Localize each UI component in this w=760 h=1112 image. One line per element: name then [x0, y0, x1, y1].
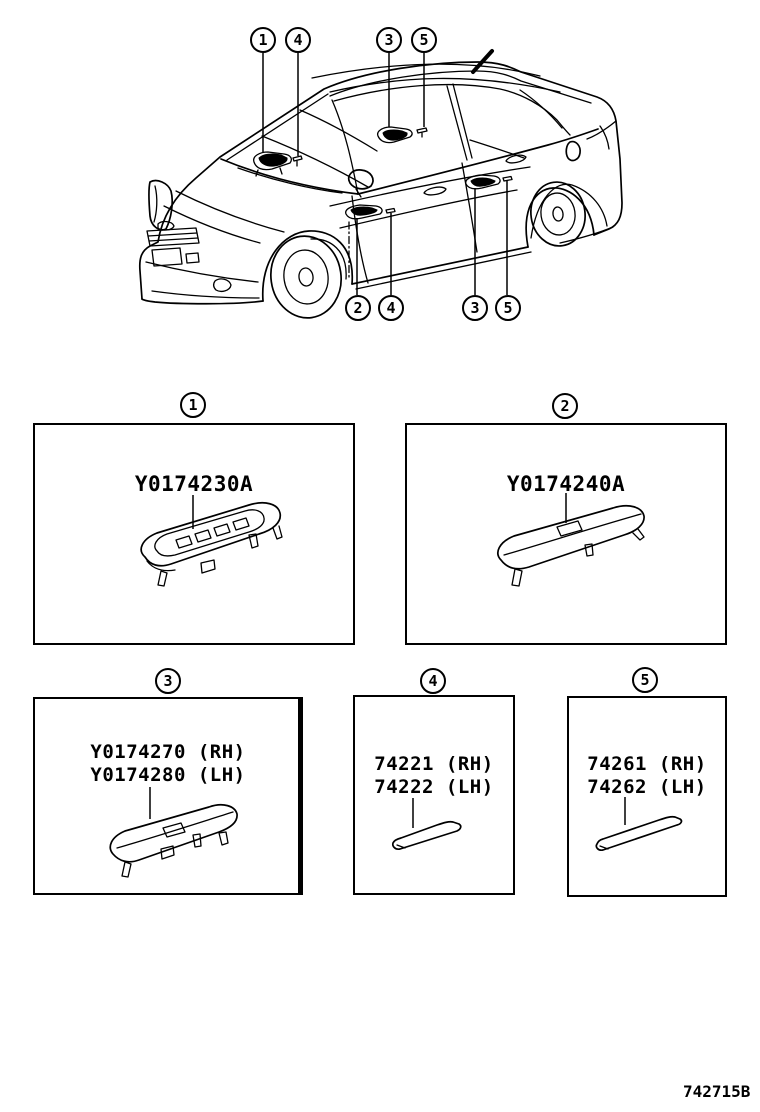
callout-balloon-box-4[interactable]	[420, 668, 446, 694]
part-illustration-3	[33, 697, 303, 895]
callout-number: 3	[384, 30, 394, 49]
callout-number: 4	[293, 30, 303, 49]
drawing-number	[683, 1083, 750, 1100]
callout-balloon-box-3[interactable]	[155, 668, 181, 694]
callout-balloon-box-1[interactable]	[180, 392, 206, 418]
callout-balloon-5-top[interactable]	[411, 27, 437, 53]
part-number: 74262 (LH)	[587, 776, 707, 798]
callout-number: 5	[503, 298, 513, 317]
part-number: Y0174270 (RH)	[90, 741, 246, 763]
part-number: 74261 (RH)	[587, 753, 707, 775]
callout-number: 3	[470, 298, 480, 317]
car-glass-and-roof	[221, 51, 598, 194]
callout-number: 5	[419, 30, 429, 49]
callout-balloon-4-bottom[interactable]	[378, 295, 404, 321]
part-number: Y0174230A	[134, 472, 254, 496]
callout-number: 1	[258, 30, 268, 49]
callout-number: 4	[428, 671, 438, 690]
car-wheels	[266, 179, 590, 323]
part-illustration-2	[405, 423, 727, 645]
part-number: 74221 (RH)	[374, 753, 494, 775]
callout-balloon-3-top[interactable]	[376, 27, 402, 53]
callout-number: 1	[188, 395, 198, 414]
callout-number: 4	[386, 298, 396, 317]
callout-number: 5	[640, 670, 650, 689]
callout-balloon-4-top[interactable]	[285, 27, 311, 53]
callout-number: 3	[163, 671, 173, 690]
callout-number: 2	[560, 396, 570, 415]
callout-balloon-box-5[interactable]	[632, 667, 658, 693]
part-number: 74222 (LH)	[374, 776, 494, 798]
callout-balloon-1-top[interactable]	[250, 27, 276, 53]
callout-balloon-2-bottom[interactable]	[345, 295, 371, 321]
part-number: Y0174240A	[506, 472, 626, 496]
callout-balloon-3-bottom[interactable]	[462, 295, 488, 321]
part-illustration-5	[567, 696, 727, 897]
callout-balloon-5-bottom[interactable]	[495, 295, 521, 321]
callout-balloon-box-2[interactable]	[552, 393, 578, 419]
drawing-number-text: 742715B	[683, 1082, 751, 1101]
part-illustration-1	[33, 423, 355, 645]
part-number: Y0174280 (LH)	[90, 764, 246, 786]
part-illustration-4	[353, 695, 515, 895]
callout-number: 2	[353, 298, 363, 317]
car-doors-and-details	[146, 110, 580, 298]
